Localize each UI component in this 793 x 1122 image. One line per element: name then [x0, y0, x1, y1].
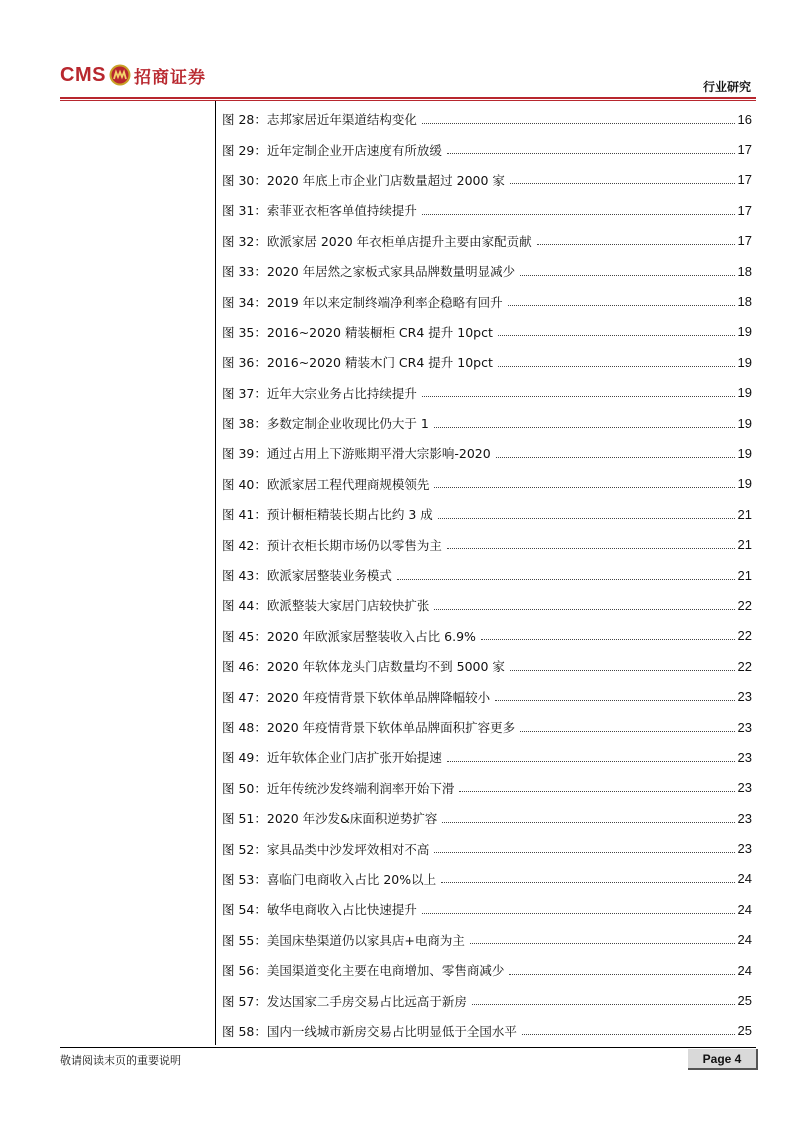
- toc-entry-page: 17: [737, 233, 752, 249]
- toc-entry[interactable]: [222, 438, 752, 468]
- toc-dot-leader: [509, 974, 734, 975]
- toc-entry-page: 24: [737, 932, 752, 948]
- toc-entry[interactable]: [222, 864, 752, 894]
- toc-entry[interactable]: [222, 134, 752, 164]
- toc-entry-label: 图 47：2020 年疫情背景下软体单品牌降幅较小: [222, 689, 491, 705]
- toc-dot-leader: [496, 457, 735, 458]
- toc-entry-page: 23: [737, 689, 752, 705]
- toc-entry-page: 21: [737, 567, 752, 583]
- figure-index-list: [222, 104, 752, 1046]
- toc-dot-leader: [470, 943, 735, 944]
- toc-entry[interactable]: [222, 681, 752, 711]
- toc-entry-label: 图 55：美国床垫渠道仍以家具店+电商为主: [222, 932, 465, 948]
- logo-latin-text: CMS: [60, 63, 106, 86]
- toc-entry-label: 图 52：家具品类中沙发坪效相对不高: [222, 841, 430, 857]
- toc-dot-leader: [537, 244, 735, 245]
- toc-entry-label: 图 39：通过占用上下游账期平滑大宗影响-2020: [222, 446, 491, 462]
- toc-dot-leader: [447, 548, 735, 549]
- toc-dot-leader: [422, 913, 735, 914]
- toc-entry[interactable]: [222, 347, 752, 377]
- toc-dot-leader: [442, 822, 734, 823]
- header-divider: [60, 97, 756, 99]
- toc-entry-label: 图 36：2016~2020 精装木门 CR4 提升 10pct: [222, 355, 493, 371]
- toc-entry-page: 19: [737, 354, 752, 370]
- toc-dot-leader: [522, 1034, 735, 1035]
- toc-entry[interactable]: [222, 590, 752, 620]
- toc-entry-page: 23: [737, 719, 752, 735]
- toc-entry-label: 图 56：美国渠道变化主要在电商增加、零售商减少: [222, 963, 505, 979]
- toc-entry-label: 图 31：索菲亚衣柜客单值持续提升: [222, 203, 417, 219]
- toc-entry[interactable]: [222, 195, 752, 225]
- toc-entry-page: 25: [737, 1023, 752, 1039]
- toc-entry-page: 19: [737, 445, 752, 461]
- toc-entry-page: 25: [737, 993, 752, 1009]
- toc-entry[interactable]: [222, 378, 752, 408]
- toc-entry[interactable]: [222, 286, 752, 316]
- toc-entry[interactable]: [222, 499, 752, 529]
- toc-dot-leader: [510, 183, 735, 184]
- toc-entry[interactable]: [222, 317, 752, 347]
- toc-entry[interactable]: [222, 165, 752, 195]
- toc-entry[interactable]: [222, 560, 752, 590]
- toc-entry-page: 22: [737, 628, 752, 644]
- toc-dot-leader: [447, 761, 735, 762]
- toc-entry-label: 图 58：国内一线城市新房交易占比明显低于全国水平: [222, 1023, 517, 1039]
- toc-entry-page: 16: [737, 111, 752, 127]
- toc-entry-label: 图 53：喜临门电商收入占比 20%以上: [222, 871, 437, 887]
- toc-entry-page: 23: [737, 749, 752, 765]
- toc-entry-label: 图 44：欧派整装大家居门店较快扩张: [222, 598, 430, 614]
- toc-entry[interactable]: [222, 621, 752, 651]
- toc-dot-leader: [520, 731, 734, 732]
- toc-dot-leader: [459, 791, 734, 792]
- toc-entry-label: 图 45：2020 年欧派家居整装收入占比 6.9%: [222, 628, 476, 644]
- toc-entry-label: 图 30：2020 年底上市企业门店数量超过 2000 家: [222, 172, 505, 188]
- toc-entry-label: 图 35：2016~2020 精装橱柜 CR4 提升 10pct: [222, 324, 493, 340]
- company-logo: [60, 58, 206, 92]
- toc-entry-label: 图 46：2020 年软体龙头门店数量均不到 5000 家: [222, 659, 505, 675]
- toc-entry-label: 图 42：预计衣柜长期市场仍以零售为主: [222, 537, 442, 553]
- toc-entry-label: 图 41：预计橱柜精装长期占比约 3 成: [222, 507, 433, 523]
- toc-entry[interactable]: [222, 803, 752, 833]
- toc-entry[interactable]: [222, 955, 752, 985]
- toc-dot-leader: [441, 882, 734, 883]
- page-header: [0, 0, 793, 100]
- header-divider-thin: [60, 100, 756, 101]
- toc-entry-page: 23: [737, 780, 752, 796]
- toc-entry[interactable]: [222, 226, 752, 256]
- toc-dot-leader: [495, 700, 734, 701]
- page-number-badge: Page 4: [688, 1049, 758, 1070]
- toc-dot-leader: [498, 366, 735, 367]
- toc-entry-page: 23: [737, 841, 752, 857]
- toc-entry-page: 22: [737, 597, 752, 613]
- toc-entry[interactable]: [222, 742, 752, 772]
- toc-entry-page: 18: [737, 263, 752, 279]
- toc-dot-leader: [447, 153, 735, 154]
- toc-entry-label: 图 49：近年软体企业门店扩张开始提速: [222, 750, 442, 766]
- toc-entry[interactable]: [222, 469, 752, 499]
- toc-dot-leader: [481, 639, 735, 640]
- toc-dot-leader: [508, 305, 735, 306]
- toc-entry-page: 19: [737, 324, 752, 340]
- logo-chinese-text: 招商证券: [133, 67, 206, 88]
- toc-entry-page: 24: [737, 871, 752, 887]
- toc-dot-leader: [498, 335, 735, 336]
- toc-entry-page: 21: [737, 537, 752, 553]
- toc-entry[interactable]: [222, 712, 752, 742]
- toc-dot-leader: [472, 1004, 735, 1005]
- toc-entry-page: 19: [737, 385, 752, 401]
- toc-dot-leader: [434, 427, 735, 428]
- logo-emblem-icon: [109, 64, 131, 86]
- toc-entry-label: 图 43：欧派家居整装业务模式: [222, 568, 392, 584]
- toc-entry-page: 23: [737, 810, 752, 826]
- toc-entry-label: 图 54：敏华电商收入占比快速提升: [222, 902, 417, 918]
- toc-entry[interactable]: [222, 651, 752, 681]
- toc-entry-page: 18: [737, 294, 752, 310]
- toc-entry-label: 图 38：多数定制企业收现比仍大于 1: [222, 416, 429, 432]
- toc-entry[interactable]: [222, 773, 752, 803]
- toc-dot-leader: [397, 579, 735, 580]
- toc-entry-page: 19: [737, 476, 752, 492]
- toc-entry-page: 19: [737, 415, 752, 431]
- section-label: 行业研究: [702, 80, 751, 94]
- toc-entry-label: 图 32：欧派家居 2020 年衣柜单店提升主要由家配贡献: [222, 233, 532, 249]
- toc-entry-label: 图 33：2020 年居然之家板式家具品牌数量明显减少: [222, 264, 516, 280]
- toc-entry-label: 图 40：欧派家居工程代理商规模领先: [222, 476, 430, 492]
- toc-entry-page: 24: [737, 962, 752, 978]
- toc-dot-leader: [422, 123, 735, 124]
- toc-entry-page: 17: [737, 142, 752, 158]
- toc-dot-leader: [438, 518, 735, 519]
- toc-entry[interactable]: [222, 1016, 752, 1046]
- toc-entry-page: 22: [737, 658, 752, 674]
- left-column-rule: [215, 101, 216, 1045]
- toc-dot-leader: [422, 214, 735, 215]
- toc-entry[interactable]: [222, 529, 752, 559]
- toc-entry-label: 图 34：2019 年以来定制终端净利率企稳略有回升: [222, 294, 503, 310]
- toc-entry[interactable]: [222, 104, 752, 134]
- toc-dot-leader: [434, 609, 734, 610]
- disclaimer-note: 敬请阅读末页的重要说明: [60, 1054, 181, 1067]
- toc-entry-page: 17: [737, 202, 752, 218]
- toc-entry-page: 21: [737, 506, 752, 522]
- toc-entry-page: 17: [737, 172, 752, 188]
- toc-dot-leader: [510, 670, 735, 671]
- toc-entry[interactable]: [222, 408, 752, 438]
- toc-dot-leader: [422, 396, 735, 397]
- toc-dot-leader: [434, 852, 734, 853]
- toc-entry-label: 图 28：志邦家居近年渠道结构变化: [222, 112, 417, 128]
- toc-entry[interactable]: [222, 256, 752, 286]
- toc-entry-page: 24: [737, 901, 752, 917]
- toc-entry-label: 图 48：2020 年疫情背景下软体单品牌面积扩容更多: [222, 720, 516, 735]
- toc-entry[interactable]: [222, 894, 752, 924]
- toc-entry-label: 图 29：近年定制企业开店速度有所放缓: [222, 142, 442, 158]
- toc-entry-label: 图 37：近年大宗业务占比持续提升: [222, 385, 417, 401]
- toc-dot-leader: [434, 487, 734, 488]
- toc-entry[interactable]: [222, 925, 752, 955]
- toc-entry[interactable]: [222, 985, 752, 1015]
- footer-divider: [60, 1047, 756, 1048]
- toc-entry[interactable]: [222, 833, 752, 863]
- toc-entry-label: 图 57：发达国家二手房交易占比远高于新房: [222, 993, 467, 1009]
- toc-dot-leader: [520, 275, 734, 276]
- toc-entry-label: 图 50：近年传统沙发终端利润率开始下滑: [222, 780, 455, 796]
- toc-entry-label: 图 51：2020 年沙发&床面积逆势扩容: [222, 811, 438, 827]
